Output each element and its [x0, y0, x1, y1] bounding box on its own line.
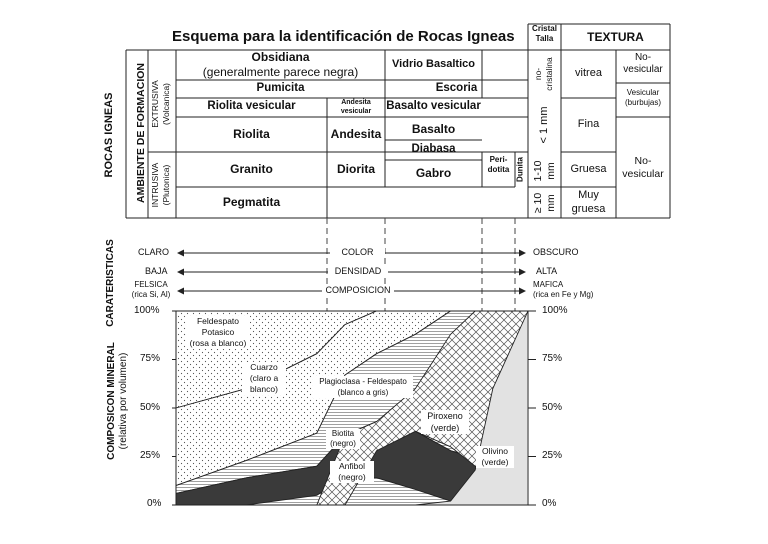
rocas-igneas-label: ROCAS IGNEAS	[103, 92, 115, 178]
char-densidad-center: DENSIDAD	[328, 266, 388, 276]
rock-andesita-vesicular: Andesita vesicular	[340, 99, 372, 115]
char-baja: BAJA	[145, 266, 168, 276]
texture-vitrea: vitrea	[575, 67, 602, 79]
rock-basalto-vesicular: Basalto vesicular	[386, 100, 481, 112]
label-piroxeno: Piroxeno (verde)	[421, 410, 469, 434]
label-biotita: Biotita (negro)	[326, 429, 360, 449]
char-obscuro: OBSCURO	[533, 247, 579, 257]
rock-diorita: Diorita	[336, 162, 375, 176]
char-mafica: MAFICA (rica en Fe y Mg)	[533, 280, 594, 299]
rock-vidrio-basaltico: Vidrio Basaltico	[392, 58, 475, 70]
rock-escoria: Escoria	[435, 82, 478, 94]
textura-header: TEXTURA	[587, 30, 644, 44]
label-feldespato-potasico: Feldespato Potasico (rosa a blanco)	[186, 316, 250, 349]
texture-muy-gruesa: Muy gruesa	[571, 189, 606, 215]
y-tick-left-50: 50%	[140, 402, 161, 413]
rock-riolita: Riolita	[233, 127, 270, 141]
rock-andesita: Andesita	[330, 127, 382, 141]
rock-granito: Granito	[230, 162, 273, 176]
rock-gabro: Gabro	[415, 166, 452, 180]
crystal-lt1mm: < 1 mm	[538, 106, 550, 144]
rock-obsidiana: Obsidiana (generalmente parece negra)	[202, 50, 359, 79]
texture-gruesa: Gruesa	[570, 163, 607, 175]
crystal-ge10mm: ≥ 10 mm	[532, 192, 557, 214]
rock-riolita-vesicular: Riolita vesicular	[207, 100, 296, 112]
cristal-talla-header: Cristal Talla	[532, 24, 557, 43]
y-tick-left-0: 0%	[147, 498, 162, 509]
texture-no-vesicular-bottom: No- vesicular	[622, 155, 664, 180]
label-olivino: Olivino (verde)	[476, 446, 514, 468]
rock-pumicita: Pumicita	[256, 82, 305, 94]
char-color-center: COLOR	[330, 247, 385, 257]
extrusiva-label: EXTRUSIVA (Volcanica)	[150, 80, 171, 128]
y-tick-left-75: 75%	[140, 353, 161, 364]
y-tick-right-0: 0%	[542, 498, 557, 509]
char-alta: ALTA	[536, 266, 558, 276]
y-tick-right-75: 75%	[542, 353, 563, 364]
rock-diabasa: Diabasa	[411, 143, 456, 155]
y-tick-left-25: 25%	[140, 450, 161, 461]
char-felsica: FELSICA (rica Si, Al)	[131, 280, 171, 299]
char-composicion-center: COMPOSICION	[322, 285, 394, 295]
label-anfibol: Anfibol (negro)	[330, 461, 374, 483]
rock-dunita: Dunita	[515, 157, 525, 182]
char-claro: CLARO	[138, 247, 170, 257]
y-tick-left-100: 100%	[134, 305, 160, 316]
texture-no-vesicular-top: No- vesicular	[623, 52, 663, 75]
intrusiva-label: INTRUSIVA (Plutonica)	[150, 162, 171, 208]
crystal-no-cristalina: no- cristalina	[533, 57, 554, 91]
caracteristicas-label: CARATERISTICAS	[105, 239, 116, 327]
rock-peridotita: Peri- dotita	[487, 155, 510, 174]
label-plagioclasa: Plagioclasa - Feldespato (blanco a gris)	[313, 376, 413, 398]
y-tick-right-100: 100%	[542, 305, 568, 316]
crystal-1-10mm: 1-10 mm	[532, 160, 557, 182]
ambiente-formacion-label: AMBIENTE DE FORMACION	[135, 63, 147, 203]
texture-vesicular: Vesicular (burbujas)	[624, 88, 661, 107]
composicion-mineral-label: COMPOSICON MINERAL (relativa por volumen)	[106, 342, 129, 460]
y-tick-right-50: 50%	[542, 402, 563, 413]
y-tick-right-25: 25%	[542, 450, 563, 461]
page-title: Esquema para la identificación de Rocas Igneas	[172, 28, 515, 45]
label-cuarzo: Cuarzo (claro a blanco)	[242, 362, 286, 395]
texture-fina: Fina	[577, 118, 600, 130]
rock-pegmatita: Pegmatita	[222, 195, 281, 209]
rock-basalto: Basalto	[411, 122, 456, 136]
